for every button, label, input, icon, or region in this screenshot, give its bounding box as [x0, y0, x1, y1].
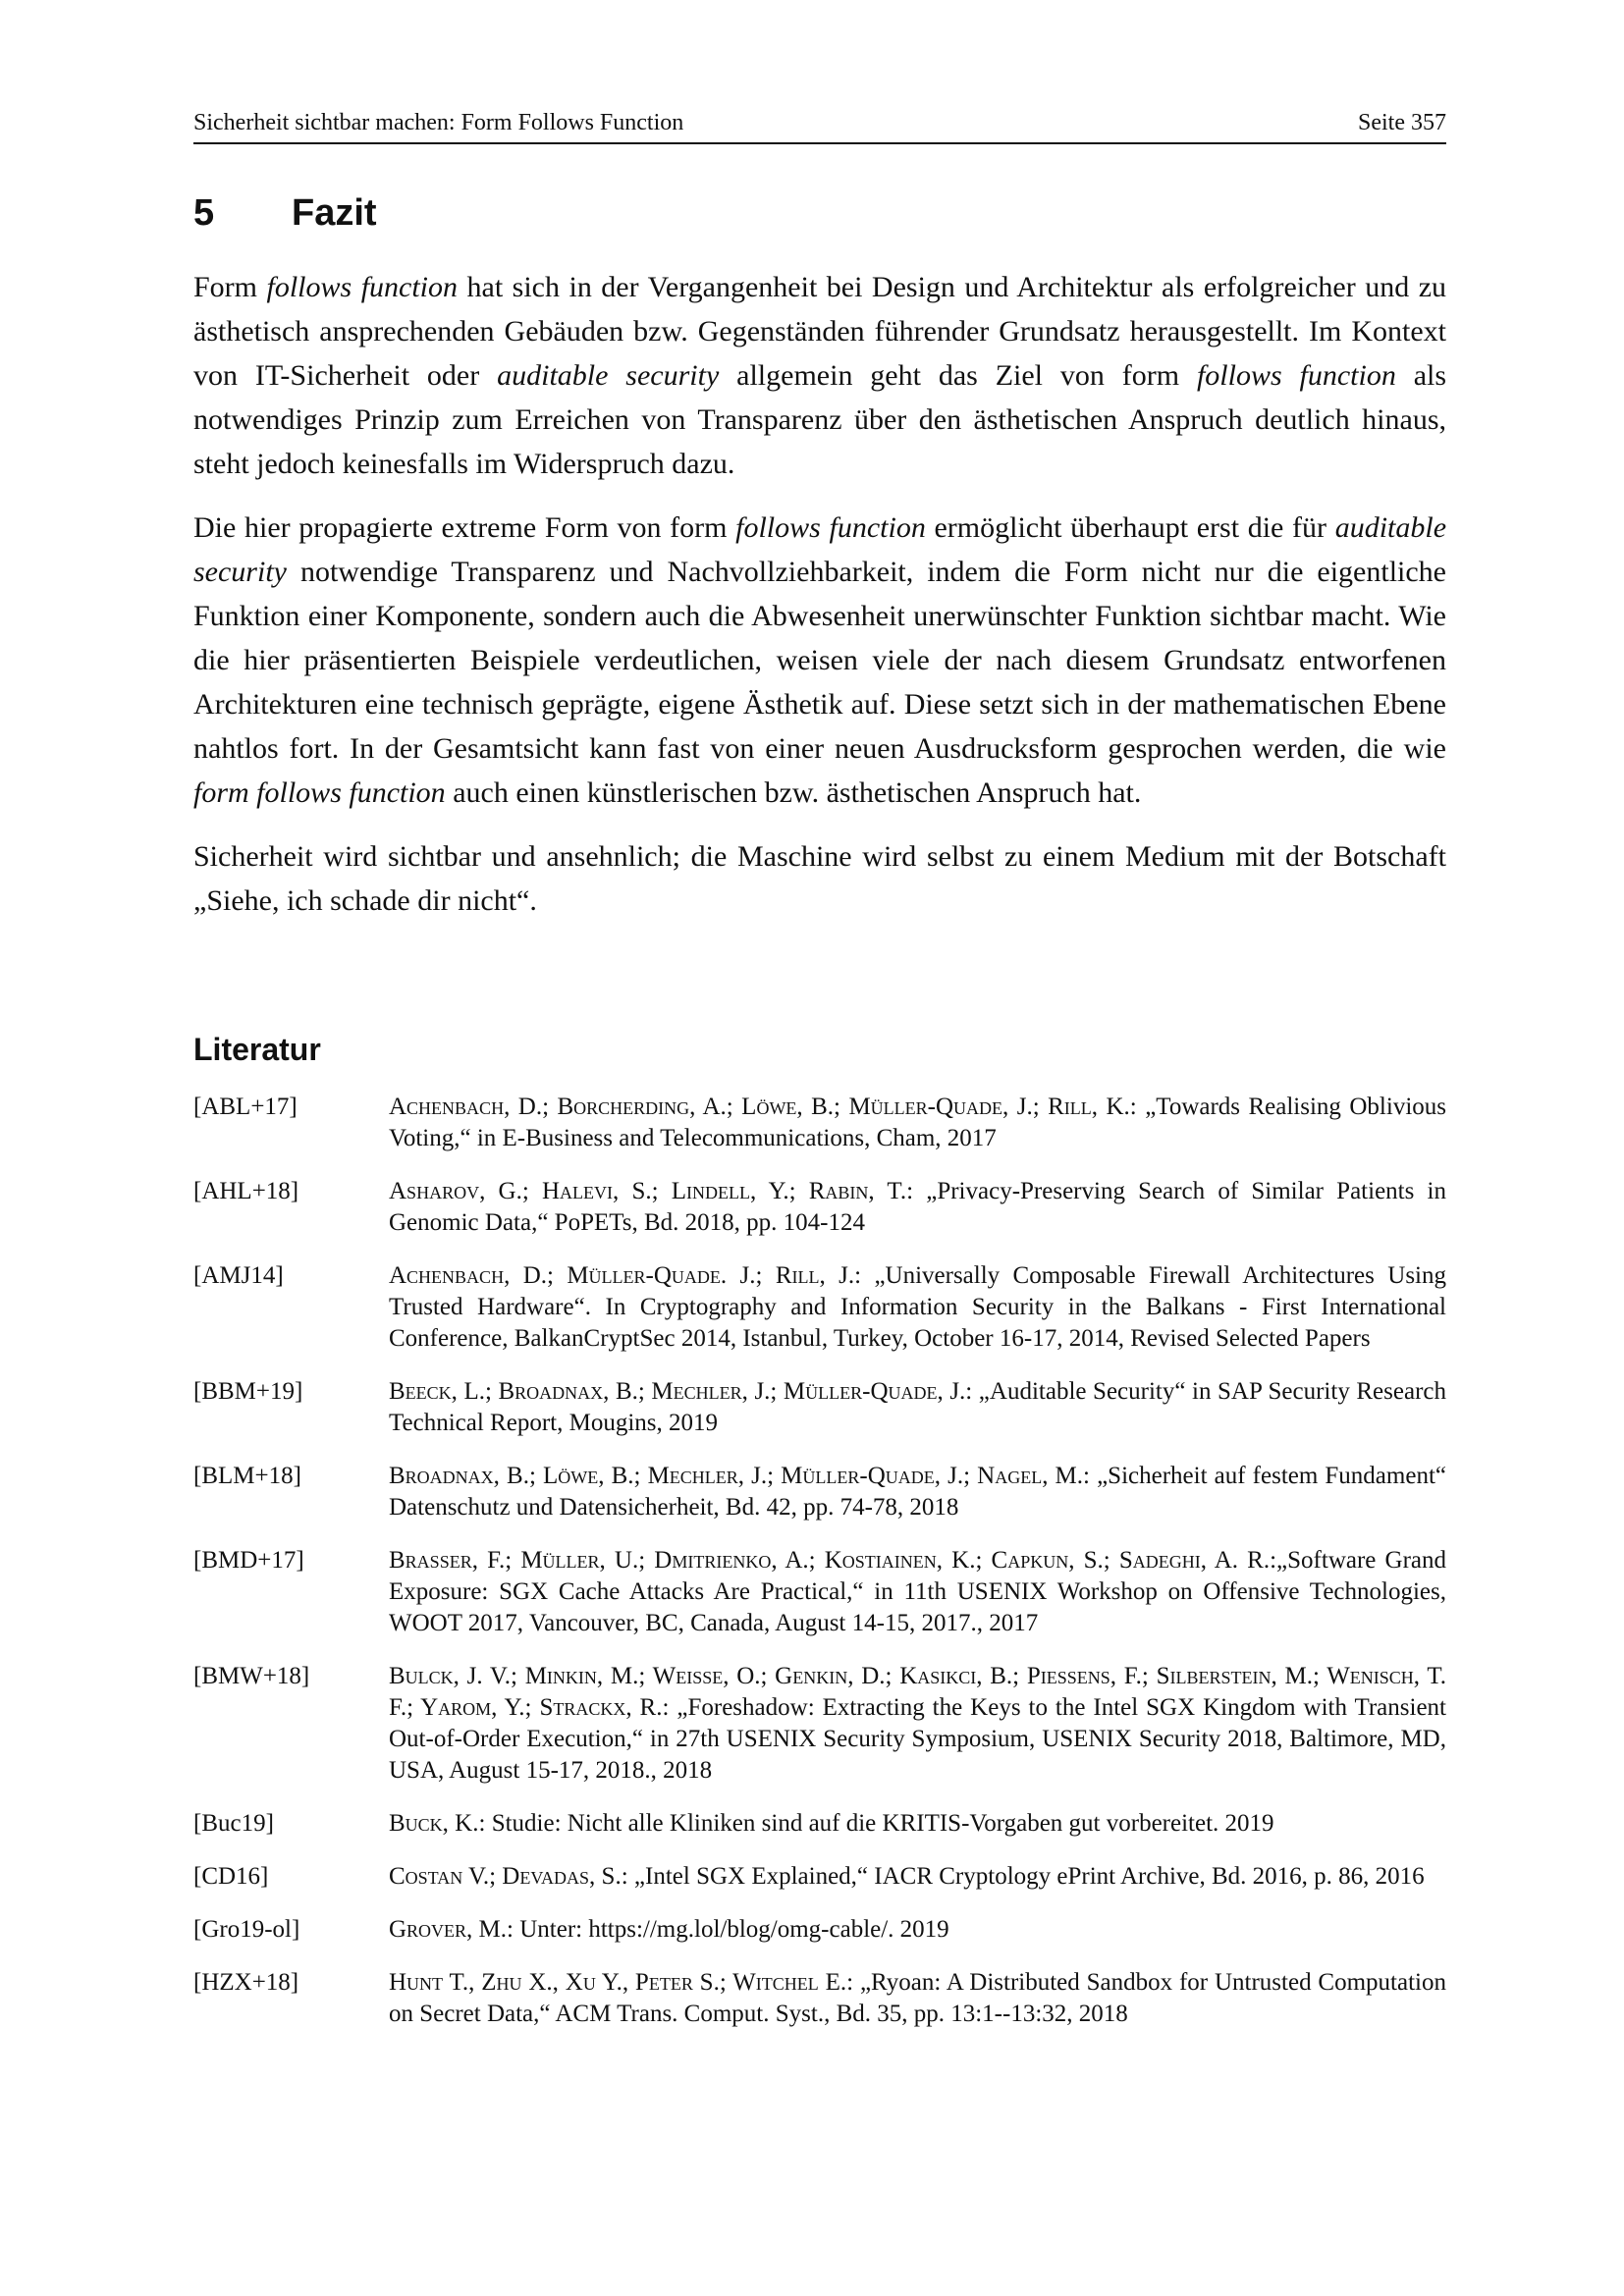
- emphasis: follows function: [1196, 359, 1396, 392]
- reference-authors: Beeck, L.; Broadnax, B.; Mechler, J.; Müller-Quade, J.:: [389, 1378, 973, 1405]
- reference-text: [389, 1661, 1446, 1787]
- reference-authors: Costan V.; Devadas, S.:: [389, 1863, 628, 1890]
- reference-details: „Privacy-Preserving Search of Similar Patients in Genomic Data,“ PoPETs, Bd. 2018, pp. 104-124: [389, 1178, 1446, 1236]
- reference-details: „Sicherheit auf festem Fundament“ Datenschutz und Datensicherheit, Bd. 42, pp. 74-78, 2018: [389, 1463, 1446, 1521]
- reference-details: „Software Grand Exposure: SGX Cache Attacks Are Practical,“ in 11th USENIX Workshop on Offensive Technologies, WOOT 2017, Vancouver, BC, Canada, August 14-15, 2017., 2017: [389, 1547, 1446, 1636]
- reference-entry: [193, 1545, 1446, 1639]
- reference-details: Studie: Nicht alle Kliniken sind auf die KRITIS-Vorgaben gut vorbereitet. 2019: [485, 1810, 1274, 1837]
- reference-details: „Auditable Security“ in SAP Security Research Technical Report, Mougins, 2019: [389, 1378, 1446, 1436]
- reference-text: [389, 1260, 1446, 1355]
- reference-key: [AMJ14]: [193, 1262, 284, 1289]
- reference-key: [BMD+17]: [193, 1547, 304, 1574]
- reference-details: „Universally Composable Firewall Architectures Using Trusted Hardware“. In Cryptography and Information Security in the Balkans - First International Conference, BalkanCryptSec 2014, Istanbul, Turkey, October 16-17, 2014, Revised Selected Papers: [389, 1262, 1446, 1352]
- emphasis: form follows function: [193, 776, 446, 809]
- reference-text: [389, 1176, 1446, 1239]
- emphasis: follows function: [266, 271, 459, 303]
- literature-heading: Literatur: [193, 1032, 321, 1067]
- text-run: als notwendiges Prinzip zum Erreichen von Transparenz über den ästhetischen Anspruch deutlich hinaus, steht jedoch keinesfalls im Widerspruch dazu.: [193, 359, 1447, 480]
- reference-entry: [193, 1914, 1446, 1946]
- reference-text: [389, 1967, 1446, 2030]
- reference-text: [389, 1461, 1446, 1523]
- reference-authors: Achenbach, D.; Borcherding, A.; Löwe, B.; Müller-Quade, J.; Rill, K.:: [389, 1094, 1137, 1120]
- reference-entry: [193, 1461, 1446, 1523]
- reference-text: [389, 1808, 1446, 1840]
- reference-entry: [193, 1967, 1446, 2030]
- reference-entry: [193, 1661, 1446, 1787]
- section-title: Fazit: [292, 192, 377, 234]
- text-run: allgemein geht das Ziel von form: [719, 359, 1197, 392]
- emphasis: auditable security: [497, 359, 720, 392]
- reference-authors: Asharov, G.; Halevi, S.; Lindell, Y.; Rabin, T.:: [389, 1178, 914, 1204]
- reference-text: [389, 1861, 1446, 1893]
- section-heading: [193, 192, 377, 235]
- reference-entry: [193, 1808, 1446, 1840]
- reference-text: [389, 1545, 1446, 1639]
- reference-authors: Achenbach, D.; Müller-Quade. J.; Rill, J.:: [389, 1262, 862, 1289]
- reference-list: [193, 1092, 1446, 2052]
- reference-entry: [193, 1176, 1446, 1239]
- reference-key: [BLM+18]: [193, 1463, 301, 1489]
- section-number: 5: [193, 192, 215, 234]
- reference-key: [CD16]: [193, 1863, 269, 1890]
- text-run: ermöglicht überhaupt erst die für: [925, 511, 1335, 544]
- reference-details: „Towards Realising Oblivious Voting,“ in E-Business and Telecommunications, Cham, 2017: [389, 1094, 1446, 1151]
- text-run: auch einen künstlerischen bzw. ästhetischen Anspruch hat.: [445, 776, 1142, 809]
- reference-key: [Gro19-ol]: [193, 1916, 300, 1943]
- reference-key: [Buc19]: [193, 1810, 274, 1837]
- reference-details: „Foreshadow: Extracting the Keys to the Intel SGX Kingdom with Transient Out-of-Order Execution,“ in 27th USENIX Security Symposium, USENIX Security 2018, Baltimore, MD, USA, August 15-17, 2018., 2018: [389, 1694, 1446, 1784]
- reference-entry: [193, 1861, 1446, 1893]
- reference-text: [389, 1376, 1446, 1439]
- text-run: Die hier propagierte extreme Form von form: [193, 511, 736, 544]
- paragraph-1: [193, 265, 1446, 486]
- header-title: Sicherheit sichtbar machen: Form Follows Function: [193, 110, 684, 135]
- reference-authors: Broadnax, B.; Löwe, B.; Mechler, J.; Müller-Quade, J.; Nagel, M.:: [389, 1463, 1090, 1489]
- reference-text: [389, 1914, 1446, 1946]
- text-run: Form: [193, 271, 267, 303]
- paragraph-2: [193, 506, 1446, 815]
- reference-authors: Brasser, F.; Müller, U.; Dmitrienko, A.; Kostiainen, K.; Capkun, S.; Sadeghi, A. R.:: [389, 1547, 1277, 1574]
- emphasis: auditable security: [193, 511, 1447, 588]
- reference-entry: [193, 1092, 1446, 1154]
- text-run: notwendige Transparenz und Nachvollziehbarkeit, indem die Form nicht nur die eigentliche Funktion einer Komponente, sondern auch die Abwesenheit unerwünschter Funktion sichtbar macht. Wie die hier präsentierten Beispiele verdeutlichen, weisen viele der nach diesem Grundsatz entworfenen Architekturen eine technisch geprägte, eigene Ästhetik auf. Diese setzt sich in der mathematischen Ebene nahtlos fort. In der Gesamtsicht kann fast von einer neuen Ausdrucksform gesprochen werden, die wie: [193, 556, 1446, 765]
- reference-entry: [193, 1260, 1446, 1355]
- reference-entry: [193, 1376, 1446, 1439]
- running-header: [193, 110, 1446, 144]
- reference-key: [HZX+18]: [193, 1969, 299, 1996]
- reference-authors: Hunt T., Zhu X., Xu Y., Peter S.; Witchel E.:: [389, 1969, 854, 1996]
- reference-text: [389, 1092, 1446, 1154]
- reference-authors: Grover, M.:: [389, 1916, 514, 1943]
- reference-authors: Bulck, J. V.; Minkin, M.; Weisse, O.; Genkin, D.; Kasikci, B.; Piessens, F.; Silberstein, M.; Wenisch, T. F.; Yarom, Y.; Strackx, R.:: [389, 1663, 1446, 1721]
- text-run: hat sich in der Vergangenheit bei Design und Architektur als erfolgreicher und zu ästhetisch ansprechenden Gebäuden bzw. Gegenständen führender Grundsatz herausgestellt. Im Kontext von IT-Sicherheit oder: [193, 271, 1447, 392]
- reference-authors: Buck, K.:: [389, 1810, 486, 1837]
- reference-details: Unter: https://mg.lol/blog/omg-cable/. 2019: [513, 1916, 949, 1943]
- reference-key: [BMW+18]: [193, 1663, 310, 1689]
- reference-key: [BBM+19]: [193, 1378, 303, 1405]
- reference-key: [ABL+17]: [193, 1094, 298, 1120]
- reference-key: [AHL+18]: [193, 1178, 299, 1204]
- section-body: [193, 265, 1446, 942]
- paragraph-3: Sicherheit wird sichtbar und ansehnlich; die Maschine wird selbst zu einem Medium mit der Botschaft „Siehe, ich schade dir nicht“.: [193, 840, 1446, 917]
- header-page-number: Seite 357: [1358, 110, 1446, 135]
- emphasis: follows function: [735, 511, 926, 544]
- reference-details: „Ryoan: A Distributed Sandbox for Untrusted Computation on Secret Data,“ ACM Trans. Comput. Syst., Bd. 35, pp. 13:1--13:32, 2018: [389, 1969, 1446, 2027]
- reference-details: „Intel SGX Explained,“ IACR Cryptology ePrint Archive, Bd. 2016, p. 86, 2016: [627, 1863, 1425, 1890]
